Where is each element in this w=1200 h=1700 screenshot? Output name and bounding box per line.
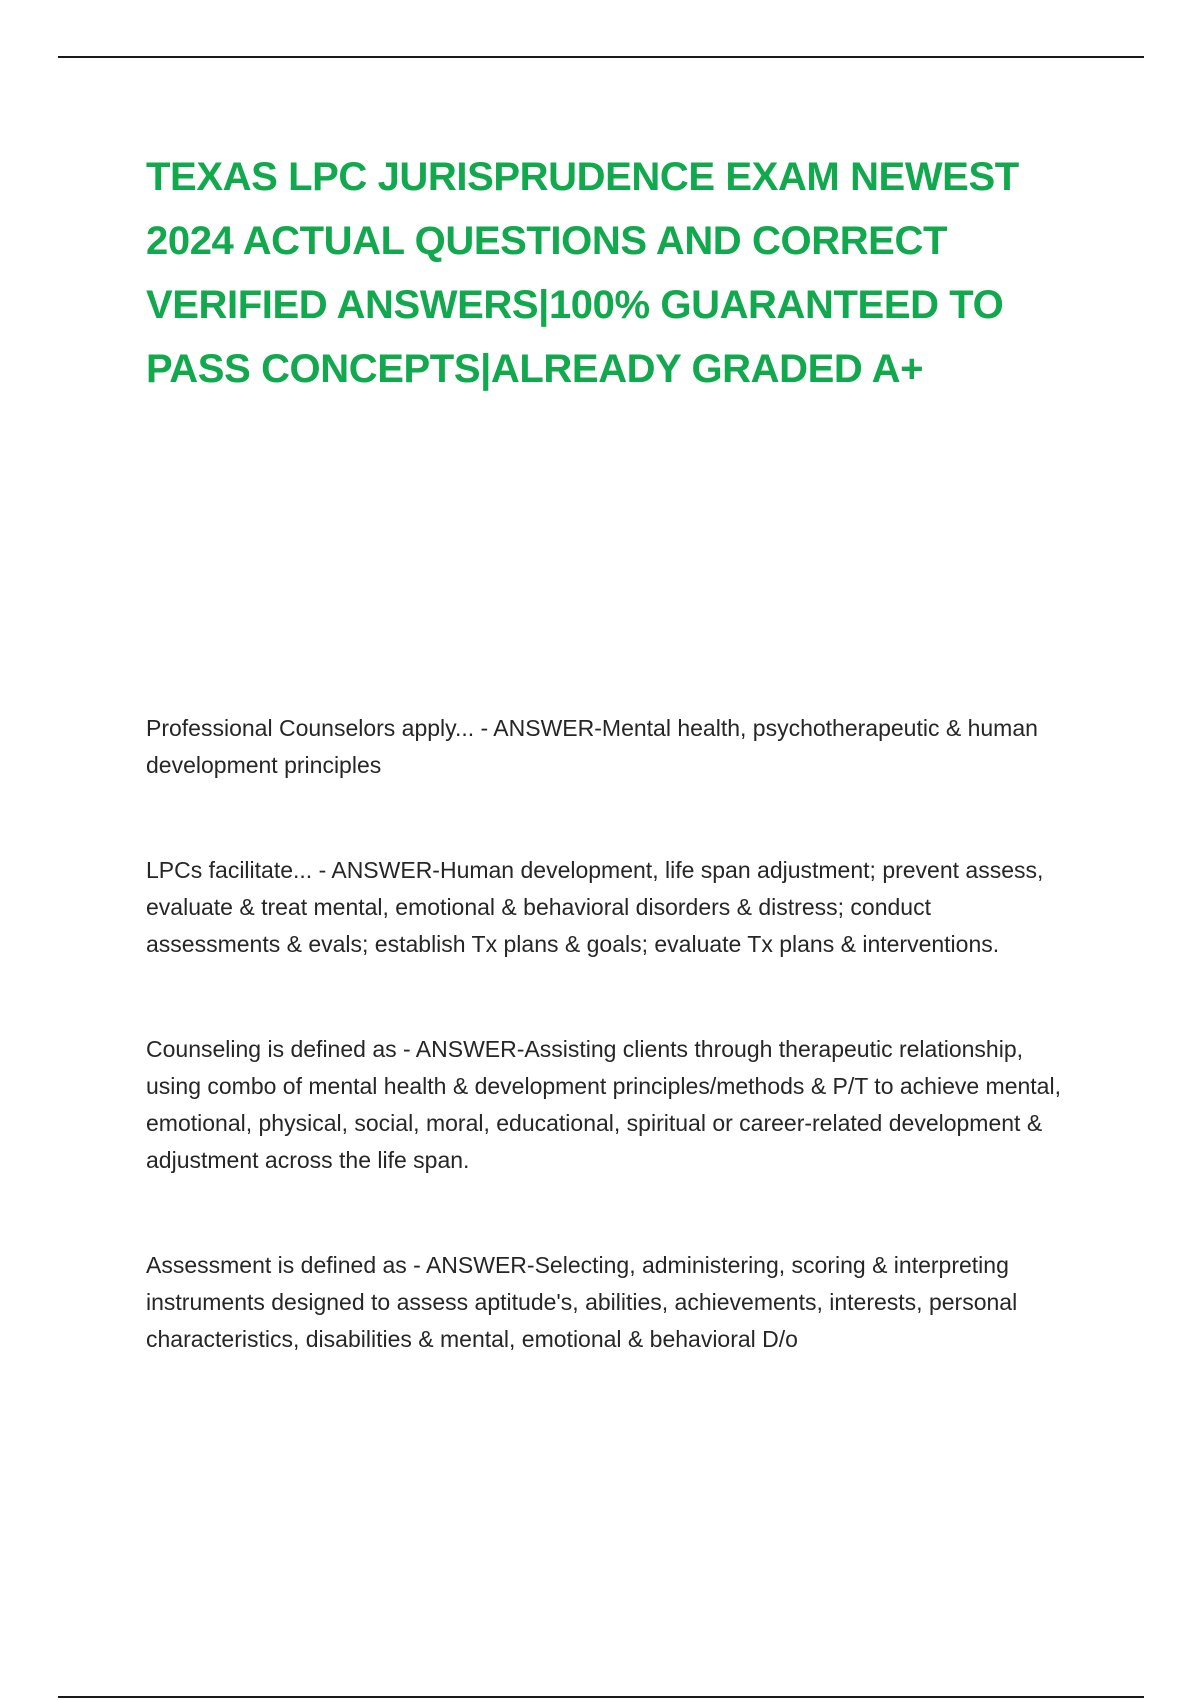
top-divider xyxy=(58,56,1144,58)
qa-item-2: LPCs facilitate... - ANSWER-Human development, life span adjustment; prevent assess, evaluate & treat mental, emotional & behavioral disorders & distress; conduct assessments & evals; establish Tx plans & goals; evaluate Tx plans & interventions. xyxy=(146,857,1044,957)
qa-item-1: Professional Counselors apply... - ANSWER-Mental health, psychotherapeutic & human development principles xyxy=(146,715,1038,778)
qa-list xyxy=(146,710,1066,1358)
qa-item-4: Assessment is defined as - ANSWER-Selecting, administering, scoring & interpreting instruments designed to assess aptitude's, abilities, achievements, interests, personal characteristics, disabilities & mental, emotional & behavioral D/o xyxy=(146,1252,1018,1352)
document-title: TEXAS LPC JURISPRUDENCE EXAM NEWEST 2024 ACTUAL QUESTIONS AND CORRECT VERIFIED ANSWERS|100% GUARANTEED TO PASS CONCEPTS|ALREADY GRADED A+ xyxy=(146,155,1019,391)
bottom-divider xyxy=(58,1696,1144,1698)
qa-item-3: Counseling is defined as - ANSWER-Assisting clients through therapeutic relationship, using combo of mental health & development principles/methods & P/T to achieve mental, emotional, physical, social, moral, educational, spiritual or career-related development & adjustment across the life span. xyxy=(146,1036,1061,1173)
